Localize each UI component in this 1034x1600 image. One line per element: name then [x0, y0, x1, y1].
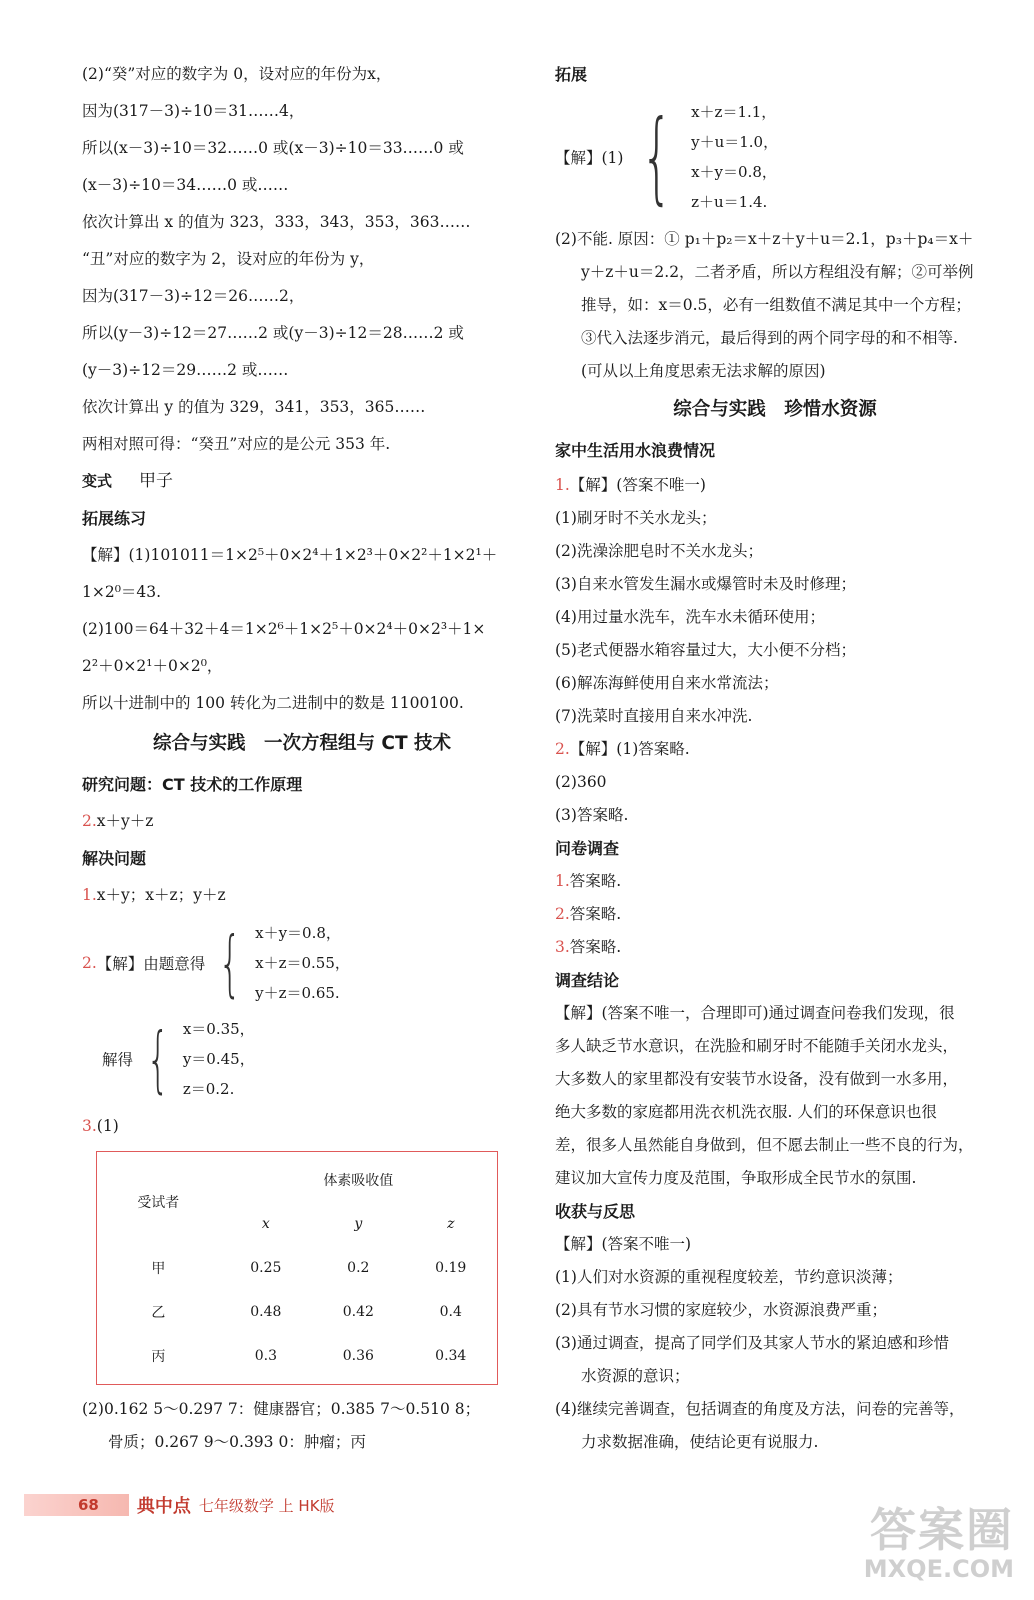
absorption-table-box	[96, 1151, 498, 1385]
q-text: 答案略.	[569, 938, 622, 956]
text-line: (可从以上角度思索无法求解的原因)	[581, 362, 826, 380]
q-text: 答案略.	[569, 905, 622, 923]
text-line: 力求数据准确，使结论更有说服力.	[581, 1433, 819, 1451]
list-item: (5)老式便器水箱容量过大，大小便不分档；	[555, 641, 856, 659]
text-line: “丑”对应的数字为 2，设对应的年份为 y，	[82, 250, 375, 268]
text-line: 大多数人的家里都没有安装节水设备，没有做到一水多用，	[555, 1070, 959, 1088]
text-line: 所以十进制中的 100 转化为二进制中的数是 1100100.	[82, 694, 464, 712]
text-line: 建议加大宣传力度及范围，争取形成全民节水的氛围.	[555, 1169, 917, 1187]
equation: x＋y＝0.8，	[691, 163, 777, 181]
text-line: 水资源的意识；	[581, 1367, 690, 1385]
text-line: y＋z＋u＝2.2，二者矛盾，所以方程组没有解；②可举例	[581, 263, 974, 281]
left-column	[82, 56, 522, 1459]
equation: y＋z＝0.65.	[255, 984, 340, 1002]
waste-title: 家中生活用水浪费情况	[555, 441, 716, 460]
equations	[255, 918, 350, 1008]
conclusion-title: 调查结论	[555, 971, 620, 990]
equation: y＝0.45，	[182, 1050, 255, 1068]
watermark-logo: 答案圈	[870, 1503, 1014, 1557]
list-item	[555, 898, 995, 931]
q1-line	[82, 877, 522, 914]
research-title: 研究问题：CT 技术的工作原理	[82, 775, 303, 794]
text-line: 【解】(答案不唯一)	[555, 1235, 692, 1253]
col-header: y	[354, 1216, 363, 1232]
bianshi-answer: 甲子	[138, 471, 173, 491]
text-line: (2)100＝64＋32＋4＝1×2⁶＋1×2⁵＋0×2⁴＋0×2³＋1×	[82, 620, 486, 638]
survey-title: 问卷调查	[555, 839, 620, 858]
table-cell: 丙	[151, 1349, 166, 1365]
section-title-water: 综合与实践 珍惜水资源	[673, 399, 877, 420]
list-item: (2)洗澡涂肥皂时不关水龙头；	[555, 542, 763, 560]
header-group: 体素吸收值	[323, 1173, 394, 1189]
sol-prefix: 【解】(1)	[555, 149, 624, 167]
brace-icon: {	[641, 98, 674, 215]
q-prefix: 【解】由题意得	[96, 955, 206, 973]
text-line: 因为(317－3)÷10＝31……4，	[82, 102, 305, 120]
list-item	[555, 931, 995, 964]
lines-a	[82, 56, 522, 463]
equation: z＝0.2.	[182, 1080, 235, 1098]
absorption-table	[97, 1158, 497, 1378]
text-line: 所以(x－3)÷10＝32……0 或(x－3)÷10＝33……0 或	[82, 139, 464, 157]
section-title-ct: 综合与实践 一次方程组与 CT 技术	[152, 733, 452, 754]
table-cell: 0.2	[347, 1260, 370, 1276]
text-line: 多人缺乏节水意识，在洗脸和刷牙时不能随手关闭水龙头，	[555, 1037, 959, 1055]
text-line: (x－3)÷10＝34……0 或……	[82, 176, 289, 194]
q3-line	[82, 1110, 522, 1143]
text-line: (2)0.162 5～0.297 7：健康器官；0.385 7～0.510 8；	[82, 1400, 481, 1418]
text-line: 绝大多数的家庭都用洗衣机洗衣服. 人们的环保意识也很	[555, 1103, 937, 1121]
table-cell: 0.42	[342, 1304, 374, 1320]
list-item	[555, 865, 995, 898]
q-number: 2.	[82, 954, 97, 972]
text-line: 所以(y－3)÷12＝27……2 或(y－3)÷12＝28……2 或	[82, 324, 464, 342]
equation: z＋u＝1.4.	[691, 193, 768, 211]
equation: x＝0.35，	[182, 1020, 255, 1038]
equation-system-1	[82, 918, 522, 1008]
equation: x＋z＝1.1，	[691, 103, 777, 121]
q-number: 2.	[555, 905, 570, 923]
list-item: (1)刷牙时不关水龙头；	[555, 509, 717, 527]
bianshi-label: 变式	[82, 472, 113, 490]
text-line: (2)“癸”对应的数字为 0，设对应的年份为x，	[82, 65, 392, 83]
book-title: 七年级数学 上 HK版	[198, 1496, 335, 1515]
equation: x＋z＝0.55，	[255, 954, 350, 972]
tuozhan-title: 拓展练习	[82, 509, 147, 528]
equation-system-2	[82, 1014, 522, 1104]
reflect-title: 收获与反思	[555, 1202, 636, 1221]
table-row	[97, 1246, 497, 1290]
q-text: (1)	[96, 1117, 119, 1135]
bianshi-row	[82, 463, 522, 500]
text-line: (3)通过调查，提高了同学们及其家人节水的紧迫感和珍惜	[555, 1334, 949, 1352]
text-line: 2²＋0×2¹＋0×2⁰，	[82, 657, 223, 675]
table-row	[97, 1334, 497, 1378]
text-line: 骨质；0.267 9～0.393 0：肿瘤；丙	[108, 1433, 366, 1451]
table-cell: 0.4	[439, 1304, 462, 1320]
equations	[183, 1014, 255, 1104]
q-number: 3.	[555, 938, 570, 956]
q-number: 2.	[82, 812, 97, 830]
text-line: 【解】(1)101011＝1×2⁵＋0×2⁴＋1×2³＋0×2²＋1×2¹＋	[82, 546, 498, 564]
q-number: 1.	[555, 476, 570, 494]
q-number: 2.	[555, 740, 570, 758]
table-cell: 0.3	[254, 1348, 277, 1364]
table-cell: 0.19	[435, 1260, 467, 1276]
text-line: ③代入法逐步消元，最后得到的两个同字母的和不相等.	[581, 329, 958, 347]
text-line: (2)具有节水习惯的家庭较少，水资源浪费严重；	[555, 1301, 887, 1319]
page-footer	[24, 1492, 335, 1518]
q-text: x＋y；x＋z；y＋z	[96, 886, 226, 904]
text-line: 因为(317－3)÷12＝26……2，	[82, 287, 305, 305]
w1-line	[555, 469, 995, 502]
watermark-url: MXQE.COM	[863, 1555, 1014, 1583]
text-line: 推导，如：x＝0.5，必有一组数值不满足其中一个方程；	[581, 296, 971, 314]
q-text: 【解】(答案不唯一)	[569, 476, 706, 494]
q-number: 1.	[82, 886, 97, 904]
equation: x＋y＝0.8，	[255, 924, 341, 942]
text-line: (2)不能. 原因：① p₁＋p₂＝x＋z＋y＋u＝2.1，p₃＋p₄＝x＋	[555, 230, 974, 248]
equation: y＋u＝1.0，	[691, 133, 779, 151]
table-cell: 0.34	[435, 1348, 467, 1364]
right-column	[555, 56, 995, 1459]
solve-prefix: 解得	[102, 1051, 134, 1069]
col-header: z	[447, 1216, 455, 1232]
watermark	[864, 1505, 1014, 1583]
page-number: 68	[24, 1494, 129, 1516]
text-line: (1)人们对水资源的重视程度较差，节约意识淡薄；	[555, 1268, 903, 1286]
text-line: 两相对照可得：“癸丑”对应的是公元 353 年.	[82, 435, 391, 453]
equations	[691, 97, 778, 217]
text-line: 1×2⁰＝43.	[82, 583, 162, 601]
list-item: (3)答案略.	[555, 806, 629, 824]
col-header: x	[261, 1216, 270, 1232]
text-line: (4)继续完善调查，包括调查的角度及方法，问卷的完善等，	[555, 1400, 965, 1418]
text-line: 差，很多人虽然能自身做到，但不愿去制止一些不良的行为，	[555, 1136, 974, 1154]
brace-icon: {	[146, 1017, 170, 1101]
list-item: (2)360	[555, 773, 607, 791]
text-line: 依次计算出 y 的值为 329，341，353，365……	[82, 398, 426, 416]
list-item: (4)用过量水洗车，洗车水未循环使用；	[555, 608, 825, 626]
brace-icon: {	[218, 921, 242, 1005]
list-item: (7)洗菜时直接用自来水冲洗.	[555, 707, 753, 725]
q2-line	[82, 803, 522, 840]
table-cell: 甲	[151, 1261, 166, 1277]
equation-system-3	[555, 97, 995, 217]
table-cell: 乙	[151, 1305, 166, 1321]
table-cell: 0.36	[342, 1348, 374, 1364]
tuozhan-heading: 拓展	[555, 65, 588, 84]
text-line: (y－3)÷12＝29……2 或……	[82, 361, 289, 379]
table-row	[97, 1290, 497, 1334]
w2-line	[555, 733, 995, 766]
q-text: 答案略.	[569, 872, 622, 890]
q-number: 1.	[555, 872, 570, 890]
q-text: 【解】(1)答案略.	[569, 740, 690, 758]
text-line: 依次计算出 x 的值为 323，333，343，353，363……	[82, 213, 471, 231]
table-cell: 0.25	[250, 1260, 282, 1276]
q-text: x＋y＋z	[96, 812, 154, 830]
text-line: 【解】(答案不唯一，合理即可)通过调查问卷我们发现，很	[555, 1004, 955, 1022]
brand-logo: 典中点	[136, 1496, 191, 1517]
solve-title: 解决问题	[82, 849, 147, 868]
table-cell: 0.48	[250, 1304, 282, 1320]
q-number: 3.	[82, 1117, 97, 1135]
list-item: (6)解冻海鲜使用自来水常流法；	[555, 674, 779, 692]
list-item: (3)自来水管发生漏水或爆管时未及时修理；	[555, 575, 856, 593]
row-header: 受试者	[137, 1195, 180, 1211]
